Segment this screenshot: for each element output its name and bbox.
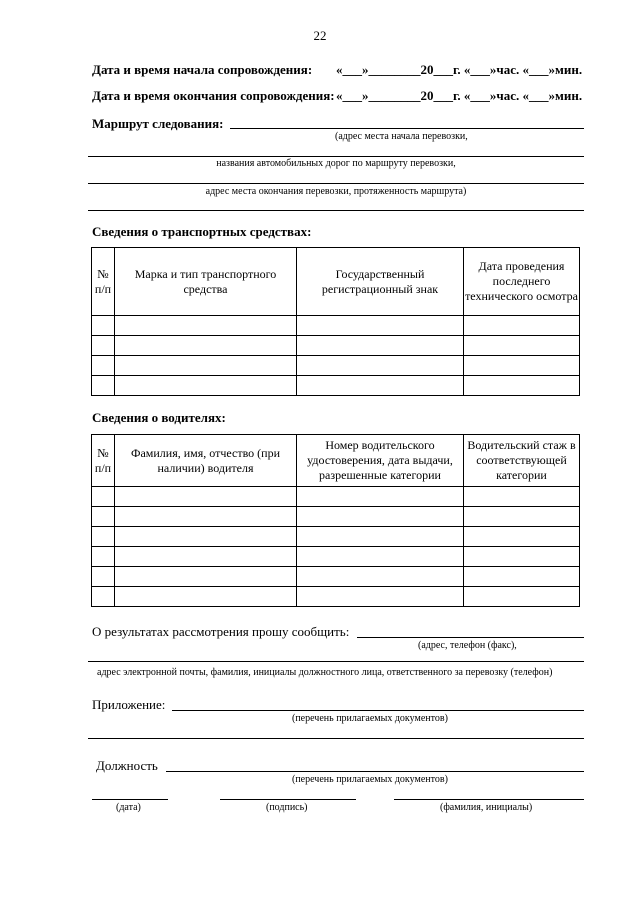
signature-line[interactable] [220,799,356,800]
route-label: Маршрут следования: [92,116,224,131]
fullname-line[interactable] [394,799,584,800]
table-row [92,376,580,396]
results-hint-contact: (адрес, телефон (факс), [418,640,517,651]
results-hint-email: адрес электронной почты, фамилия, инициалы должностного лица, ответственного за перевозку (телефон) [97,667,553,678]
table-cell[interactable] [464,487,580,507]
table-cell[interactable] [92,336,115,356]
position-line[interactable] [166,771,584,772]
position-hint: (перечень прилагаемых документов) [292,774,448,785]
vehicles-table [91,247,580,396]
start-datetime-field[interactable]: «___»________20___г. «___»час. «___»мин. [336,62,583,77]
table-row [92,316,580,336]
page-number: 22 [313,28,327,43]
drivers-col-license: Номер водительского удостоверения, дата выдачи, разрешенные категории [297,435,464,487]
table-cell[interactable] [464,316,580,336]
table-cell[interactable] [115,547,297,567]
table-cell[interactable] [115,376,297,396]
date-caption: (дата) [116,802,141,813]
signature-caption: (подпись) [266,802,308,813]
table-cell[interactable] [297,547,464,567]
table-cell[interactable] [297,376,464,396]
drivers-heading: Сведения о водителях: [92,410,226,425]
vehicles-col-inspection: Дата проведения последнего технического осмотра [464,248,580,316]
table-cell[interactable] [464,356,580,376]
start-datetime-label: Дата и время начала сопровождения: [92,62,313,77]
drivers-table [91,434,580,607]
drivers-col-name: Фамилия, имя, отчество (при наличии) водителя [115,435,297,487]
table-cell[interactable] [115,336,297,356]
attachment-line-1[interactable] [172,710,584,711]
route-hint-start: (адрес места начала перевозки, [335,131,468,142]
vehicles-col-plate: Государственный регистрационный знак [297,248,464,316]
attachment-hint: (перечень прилагаемых документов) [292,713,448,724]
position-label: Должность [96,758,158,773]
end-datetime-label: Дата и время окончания сопровождения: [92,88,335,103]
vehicles-col-number: № п/п [92,248,115,316]
table-cell[interactable] [92,567,115,587]
table-row [92,527,580,547]
table-cell[interactable] [297,507,464,527]
table-cell[interactable] [92,587,115,607]
route-line-2[interactable] [88,156,584,157]
table-row [92,507,580,527]
table-cell[interactable] [92,487,115,507]
attachment-line-2[interactable] [88,738,584,739]
table-cell[interactable] [297,567,464,587]
date-line[interactable] [92,799,168,800]
table-cell[interactable] [92,316,115,336]
route-line-1[interactable] [230,128,584,129]
table-row [92,547,580,567]
table-row [92,356,580,376]
table-cell[interactable] [92,547,115,567]
route-line-3[interactable] [88,183,584,184]
route-hint-end: адрес места окончания перевозки, протяженность маршрута) [205,186,467,197]
table-cell[interactable] [92,507,115,527]
vehicles-header-row [92,248,580,316]
table-cell[interactable] [464,567,580,587]
table-row [92,567,580,587]
table-cell[interactable] [115,316,297,336]
table-cell[interactable] [115,567,297,587]
table-cell[interactable] [115,587,297,607]
table-cell[interactable] [297,356,464,376]
results-label: О результатах рассмотрения прошу сообщить: [92,624,350,639]
fullname-caption: (фамилия, инициалы) [440,802,533,813]
table-cell[interactable] [464,547,580,567]
drivers-col-number: № п/п [92,435,115,487]
table-cell[interactable] [115,527,297,547]
route-hint-roads: названия автомобильных дорог по маршруту перевозки, [216,158,456,169]
drivers-col-experience: Водительский стаж в соответствующей категории [464,435,580,487]
end-datetime-field[interactable]: «___»________20___г. «___»час. «___»мин. [336,88,583,103]
table-cell[interactable] [297,587,464,607]
table-cell[interactable] [464,376,580,396]
results-line-1[interactable] [357,637,584,638]
table-cell[interactable] [297,316,464,336]
table-cell[interactable] [297,487,464,507]
route-line-4[interactable] [88,210,584,211]
table-cell[interactable] [115,487,297,507]
drivers-header-row [92,435,580,487]
table-cell[interactable] [115,356,297,376]
table-row [92,487,580,507]
table-cell[interactable] [92,356,115,376]
table-row [92,336,580,356]
attachment-label: Приложение: [92,697,166,712]
table-cell[interactable] [464,507,580,527]
table-cell[interactable] [464,527,580,547]
vehicles-col-make: Марка и тип транспортного средства [115,248,297,316]
table-row [92,587,580,607]
table-cell[interactable] [92,376,115,396]
table-cell[interactable] [464,587,580,607]
table-cell[interactable] [297,527,464,547]
vehicles-heading: Сведения о транспортных средствах: [92,224,312,239]
table-cell[interactable] [464,336,580,356]
table-cell[interactable] [115,507,297,527]
table-cell[interactable] [297,336,464,356]
results-line-2[interactable] [88,661,584,662]
table-cell[interactable] [92,527,115,547]
